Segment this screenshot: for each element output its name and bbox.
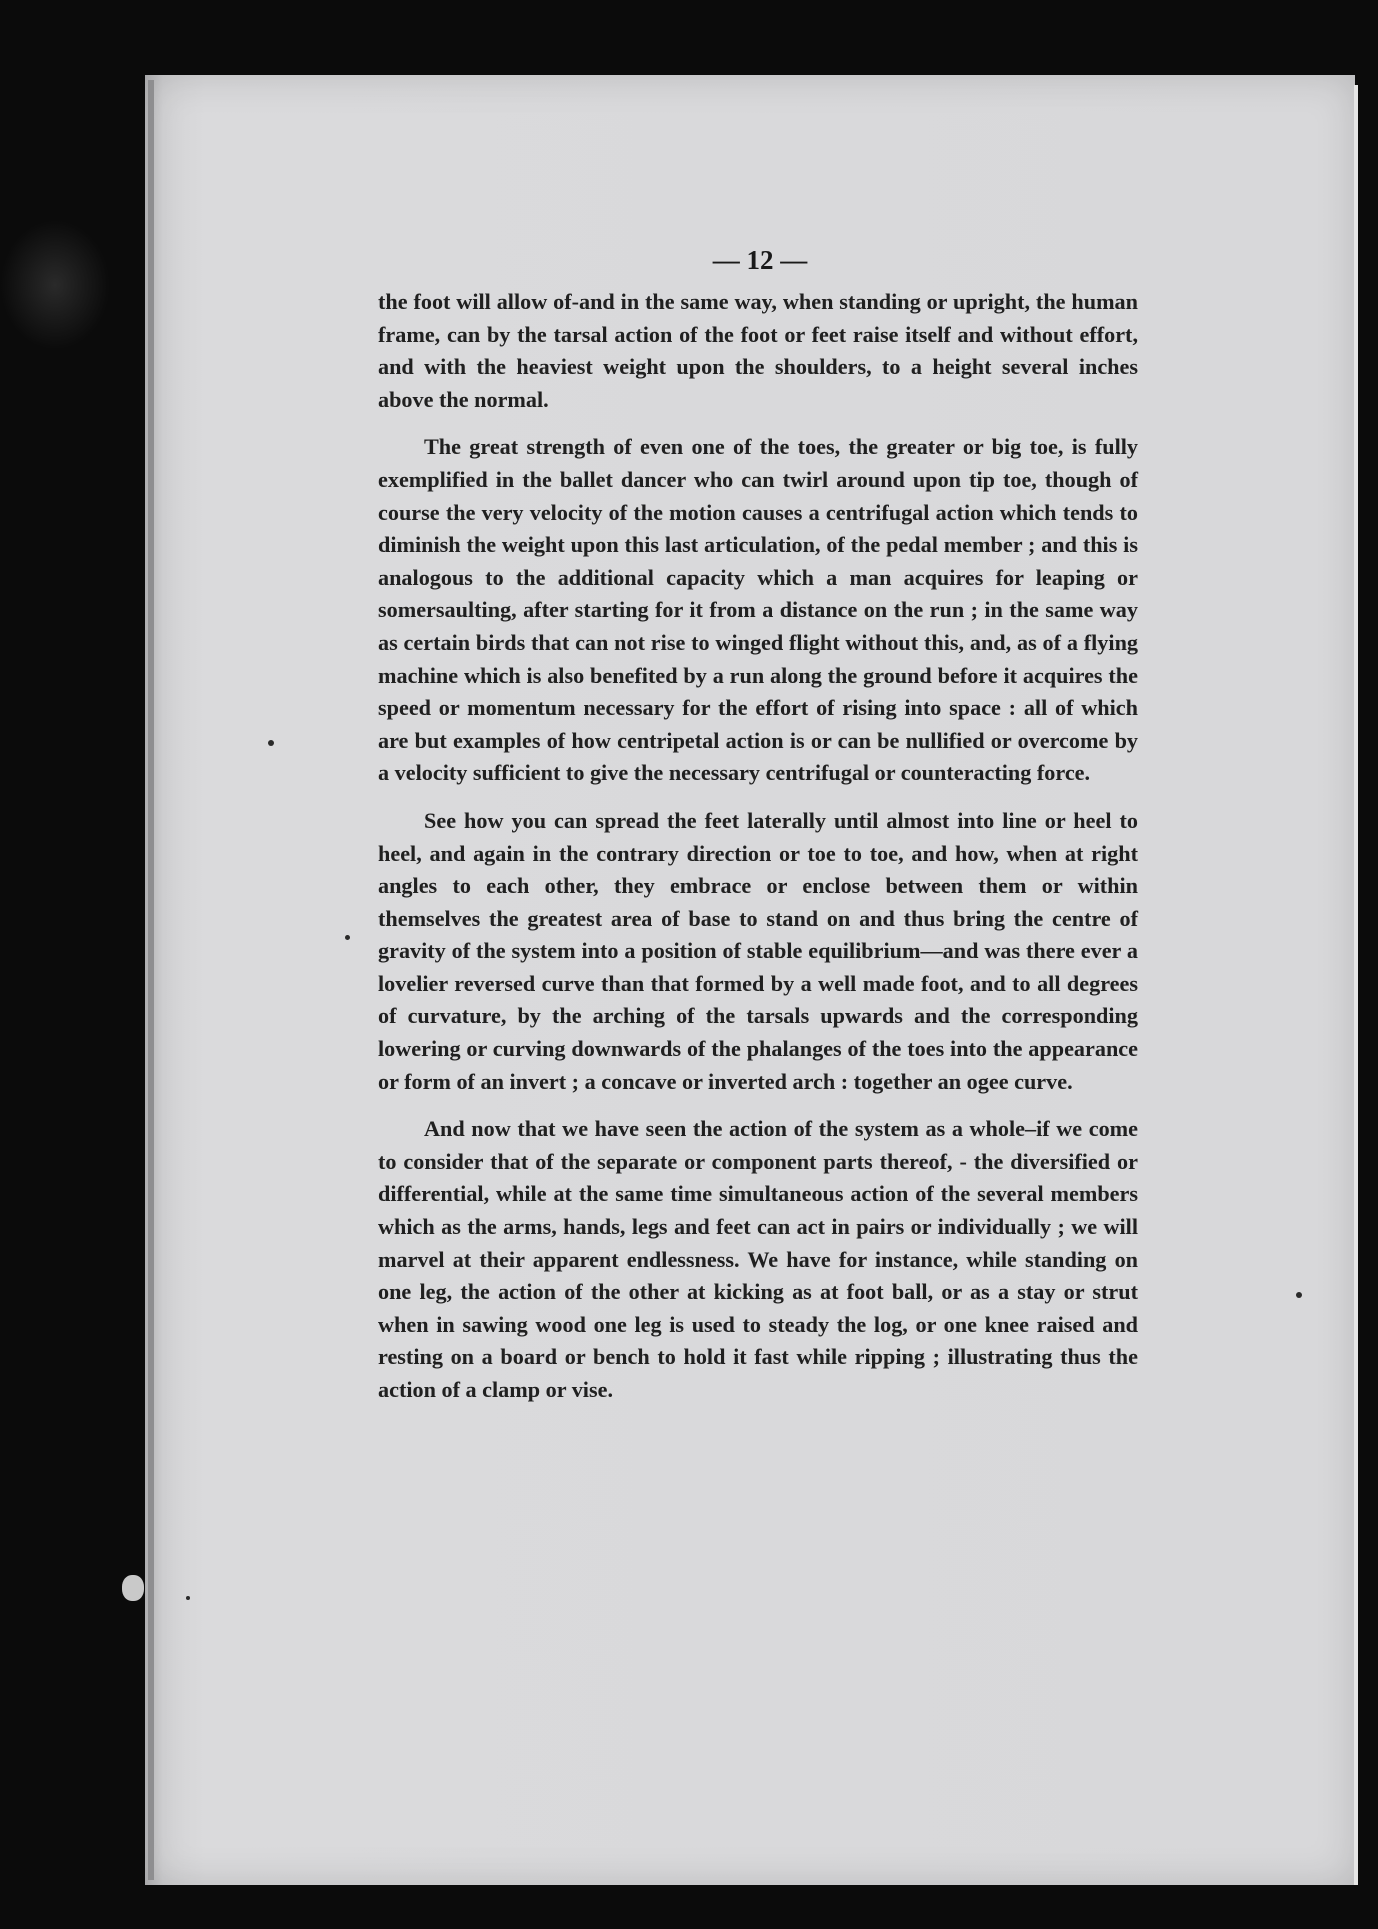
ink-dot — [345, 935, 350, 940]
paragraph: The great strength of even one of the toes, the greater or big toe, is fully exemplified in the ballet dancer who can twirl around upon tip toe, though of course the very velocity of the motion causes a centrifugal action which tends to diminish the weight upon this last articulation, of the pedal member ; and this is analogous to the additional capacity which a man acquires for leaping or somersaulting, after starting for it from a distance on the run ; in the same way as certain birds that can not rise to winged flight without this, and, as of a flying machine which is also benefited by a run along the ground before it acquires the speed or momentum necessary for the effort of rising into space : all of which are but examples of how centripetal action is or can be nullified or overcome by a velocity sufficient to give the necessary centrifugal or counteracting force. — [378, 434, 1138, 786]
page-right-edge — [1354, 85, 1358, 1885]
page-left-edge — [148, 80, 154, 1880]
ink-dot — [268, 740, 274, 746]
scan-shadow — [0, 220, 110, 350]
paragraph: See how you can spread the feet laterally until almost into line or heel to heel, and again in the contrary direction or toe to toe, and how, when at right angles to each other, they embrace or enclose between them or within themselves the greatest area of base to stand on and thus bring the centre of gravity of the system into a position of stable equilibrium—and was there ever a lovelier reversed curve than that formed by a well made foot, and to all degrees of curvature, by the arching of the tarsals upwards and the corresponding lowering or curving downwards of the phalanges of the toes into the appearance or form of an invert ; a concave or inverted arch : together an ogee curve. — [378, 807, 1138, 1094]
ink-dot — [1296, 1292, 1302, 1298]
scan-speck — [122, 1575, 144, 1601]
paragraph: the foot will allow of-and in the same way, when standing or upright, the human frame, can by the tarsal action of the foot or feet raise itself and without effort, and with the heaviest weight upon the shoulders, to a height several inches above the normal. — [378, 289, 1138, 412]
paragraph: And now that we have seen the action of the system as a whole–if we come to consider that of the separate or component parts thereof, - the diversified or differential, while at the same time simultaneous action of the several members which as the arms, hands, legs and feet can act in pairs or individually ; we will marvel at their apparent endlessness. We have for instance, while standing on one leg, the action of the other at kicking as at foot ball, or as a stay or strut when in sawing wood one leg is used to steady the log, or one knee raised and resting on a board or bench to hold it fast while ripping ; illustrating thus the action of a clamp or vise. — [378, 1116, 1138, 1402]
ink-dot — [186, 1596, 190, 1600]
page-body — [378, 286, 1138, 1407]
page-right-margin — [1357, 60, 1378, 1929]
page-number: — 12 — — [712, 245, 808, 275]
